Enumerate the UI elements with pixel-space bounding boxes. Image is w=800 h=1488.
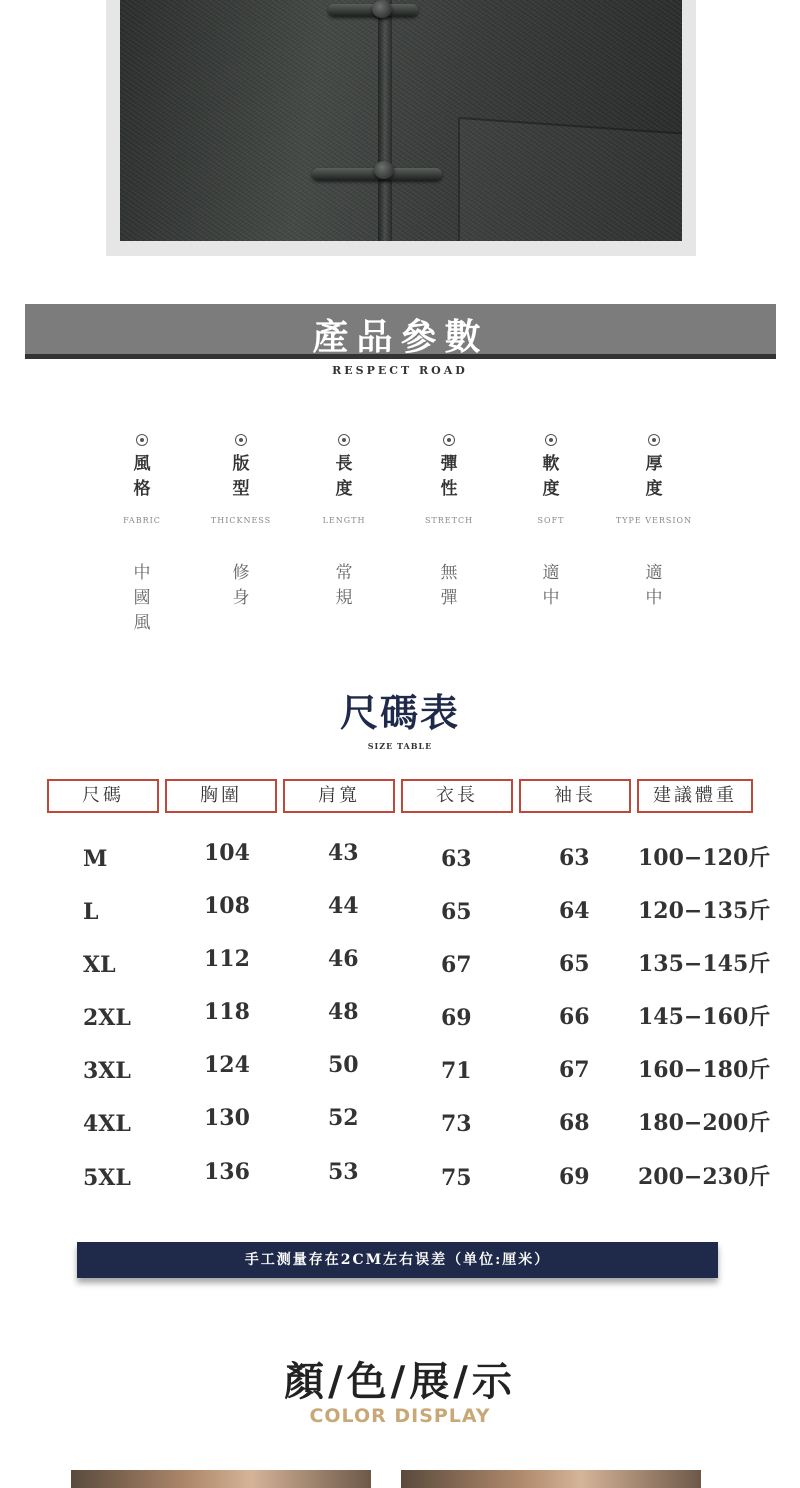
table-cell-chest: 112 — [204, 946, 250, 972]
parameters-subtitle: RESPECT ROAD — [332, 364, 468, 377]
param-value: 中國風 — [133, 563, 151, 633]
color-display-subtitle: COLOR DISPLAY — [309, 1405, 491, 1427]
table-header-chest: 胸圍 — [165, 779, 277, 813]
param-thickness — [599, 434, 709, 611]
table-cell-sleeve: 63 — [559, 845, 590, 871]
table-cell-chest: 108 — [204, 893, 250, 919]
param-length — [289, 434, 399, 611]
param-label: 軟度 — [542, 454, 560, 499]
table-cell-size: XL — [83, 952, 116, 978]
table-cell-sleeve: 68 — [559, 1110, 590, 1136]
target-icon — [545, 434, 557, 446]
param-label: 長度 — [335, 454, 353, 499]
table-cell-length: 73 — [441, 1111, 472, 1137]
table-cell-sleeve: 66 — [559, 1004, 590, 1030]
jacket-placket — [378, 0, 392, 241]
target-icon — [235, 434, 247, 446]
table-cell-shoulder: 44 — [328, 893, 359, 919]
param-label: 厚度 — [645, 454, 663, 499]
target-icon — [136, 434, 148, 446]
param-value: 修身 — [232, 563, 250, 608]
table-header-sleeve: 袖長 — [519, 779, 631, 813]
table-cell-chest: 118 — [204, 999, 250, 1025]
table-cell-length: 71 — [441, 1058, 472, 1084]
table-cell-chest: 136 — [204, 1159, 250, 1185]
param-en-label: STRETCH — [424, 516, 474, 525]
param-value: 無彈 — [440, 563, 458, 608]
table-cell-chest: 104 — [204, 840, 250, 866]
measurement-note: 手工测量存在2CM左右误差（单位:厘米） — [77, 1242, 718, 1278]
table-cell-weight: 160−180斤 — [638, 1057, 771, 1083]
table-header-length: 衣長 — [401, 779, 513, 813]
param-en-label: LENGTH — [322, 516, 366, 525]
target-icon — [648, 434, 660, 446]
table-cell-size: 5XL — [83, 1165, 131, 1191]
chest-pocket — [458, 117, 682, 241]
param-style — [87, 434, 197, 636]
parameters-title: 產品參數 — [312, 316, 489, 358]
table-cell-weight: 145−160斤 — [638, 1004, 771, 1030]
table-cell-shoulder: 50 — [328, 1052, 359, 1078]
table-cell-weight: 100−120斤 — [638, 845, 771, 871]
param-label: 風格 — [133, 454, 151, 499]
table-cell-weight: 180−200斤 — [638, 1110, 771, 1136]
table-cell-shoulder: 52 — [328, 1105, 359, 1131]
table-cell-weight: 120−135斤 — [638, 898, 771, 924]
table-cell-length: 65 — [441, 899, 472, 925]
frog-knot — [374, 161, 394, 179]
target-icon — [443, 434, 455, 446]
table-cell-size: 2XL — [83, 1005, 131, 1031]
product-photo-frame — [106, 0, 696, 256]
param-label: 彈性 — [440, 454, 458, 499]
target-icon — [338, 434, 350, 446]
table-cell-weight: 135−145斤 — [638, 951, 771, 977]
table-cell-length: 69 — [441, 1005, 472, 1031]
table-cell-weight: 200−230斤 — [638, 1164, 771, 1190]
param-en-label: FABRIC — [123, 516, 161, 525]
param-en-label: SOFT — [537, 516, 565, 525]
table-header-size: 尺碼 — [47, 779, 159, 813]
table-cell-shoulder: 53 — [328, 1159, 359, 1185]
table-cell-chest: 124 — [204, 1052, 250, 1078]
table-cell-sleeve: 69 — [559, 1164, 590, 1190]
param-value: 適中 — [542, 563, 560, 608]
param-value: 常規 — [335, 563, 353, 608]
frog-knot — [372, 0, 392, 18]
param-value: 適中 — [645, 563, 663, 608]
table-cell-shoulder: 46 — [328, 946, 359, 972]
table-header-shoulder: 肩寬 — [283, 779, 395, 813]
table-cell-size: 4XL — [83, 1111, 131, 1137]
size-table-title: 尺碼表 — [339, 690, 460, 735]
table-cell-shoulder: 48 — [328, 999, 359, 1025]
table-cell-size: M — [83, 846, 108, 872]
param-en-label: TYPE VERSION — [615, 516, 693, 525]
table-header-weight: 建議體重 — [637, 779, 753, 813]
param-fit — [186, 434, 296, 611]
param-softness — [496, 434, 606, 611]
color-photo — [401, 1470, 701, 1488]
product-photo — [120, 0, 682, 241]
color-display-title: 顏/色/展/示 — [284, 1358, 516, 1405]
parameters-banner — [25, 304, 776, 359]
table-cell-length: 67 — [441, 952, 472, 978]
table-cell-sleeve: 67 — [559, 1057, 590, 1083]
table-cell-length: 63 — [441, 846, 472, 872]
table-cell-length: 75 — [441, 1165, 472, 1191]
table-cell-chest: 130 — [204, 1105, 250, 1131]
table-cell-shoulder: 43 — [328, 840, 359, 866]
param-stretch — [394, 434, 504, 611]
size-table-subtitle: SIZE TABLE — [367, 741, 433, 751]
table-cell-size: L — [83, 899, 99, 925]
color-photo — [71, 1470, 371, 1488]
table-cell-sleeve: 65 — [559, 951, 590, 977]
table-cell-size: 3XL — [83, 1058, 131, 1084]
table-cell-sleeve: 64 — [559, 898, 590, 924]
param-en-label: THICKNESS — [210, 516, 272, 525]
param-label: 版型 — [232, 454, 250, 499]
